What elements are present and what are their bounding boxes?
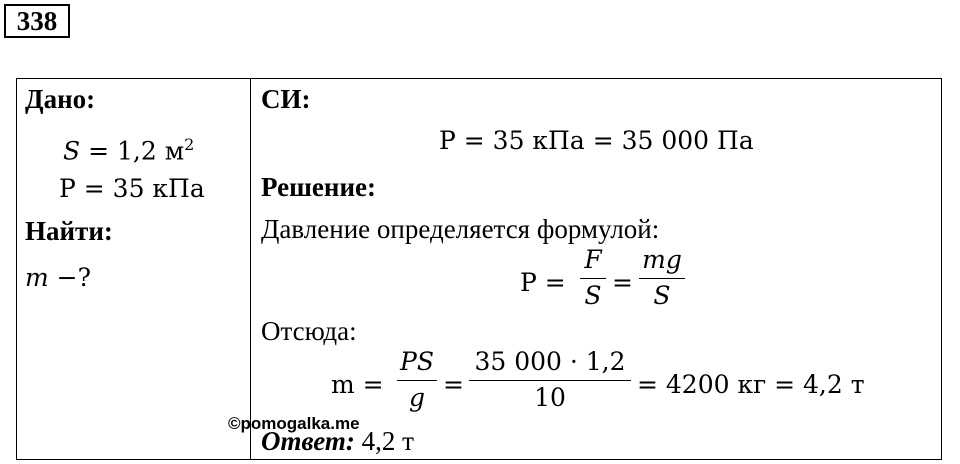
formula2-den1: g (408, 383, 425, 412)
formula2-rhs: = 4200 кг = 4,2 т (637, 370, 865, 399)
area-exponent: 2 (184, 135, 195, 154)
formula2-fraction1 (397, 347, 437, 413)
formula2-eq: = (443, 370, 464, 399)
formula1-den1: S (584, 281, 602, 310)
given-pressure: P = 35 кПа (59, 174, 205, 203)
formula1-num2: mg (642, 245, 682, 274)
solution-heading: Решение: (261, 172, 376, 202)
given-area (63, 129, 194, 167)
unknown-question: −? (48, 263, 92, 292)
watermark: ©pomogalka.me (228, 414, 360, 433)
formula1-den2: S (653, 281, 671, 310)
fraction-bar (397, 380, 437, 381)
area-symbol: S (63, 136, 81, 166)
formula2-num2: 35 000 · 1,2 (474, 347, 626, 376)
solution-table (16, 78, 942, 460)
formula2-fraction2 (469, 347, 631, 413)
formula1-num1: F (584, 245, 602, 274)
given-heading: Дано: (25, 84, 96, 114)
formula1-eq: = (612, 268, 633, 297)
unknown-symbol: m (25, 263, 49, 292)
formula2-num1: PS (400, 347, 434, 376)
find-unknown (25, 261, 91, 294)
formula1-fraction1 (580, 245, 606, 311)
answer-label: Ответ: (261, 426, 355, 456)
fraction-bar (580, 278, 606, 279)
answer-value: 4,2 т (354, 426, 414, 456)
solution-text-2: Отсюда: (261, 316, 357, 346)
solution-text-1: Давление определяется формулой: (261, 214, 660, 244)
fraction-bar (639, 278, 685, 279)
si-heading: СИ: (261, 84, 311, 114)
formula1-fraction2 (639, 245, 685, 311)
formula1-lhs: P = (520, 268, 566, 297)
area-value: = 1,2 м (88, 136, 185, 166)
fraction-bar (469, 380, 631, 381)
formula2-den2: 10 (534, 383, 566, 412)
find-heading: Найти: (25, 216, 113, 246)
problem-number: 338 (4, 4, 70, 38)
formula2-lhs: m = (331, 370, 384, 399)
si-conversion: P = 35 кПа = 35 000 Па (439, 126, 754, 155)
column-divider (250, 79, 251, 459)
